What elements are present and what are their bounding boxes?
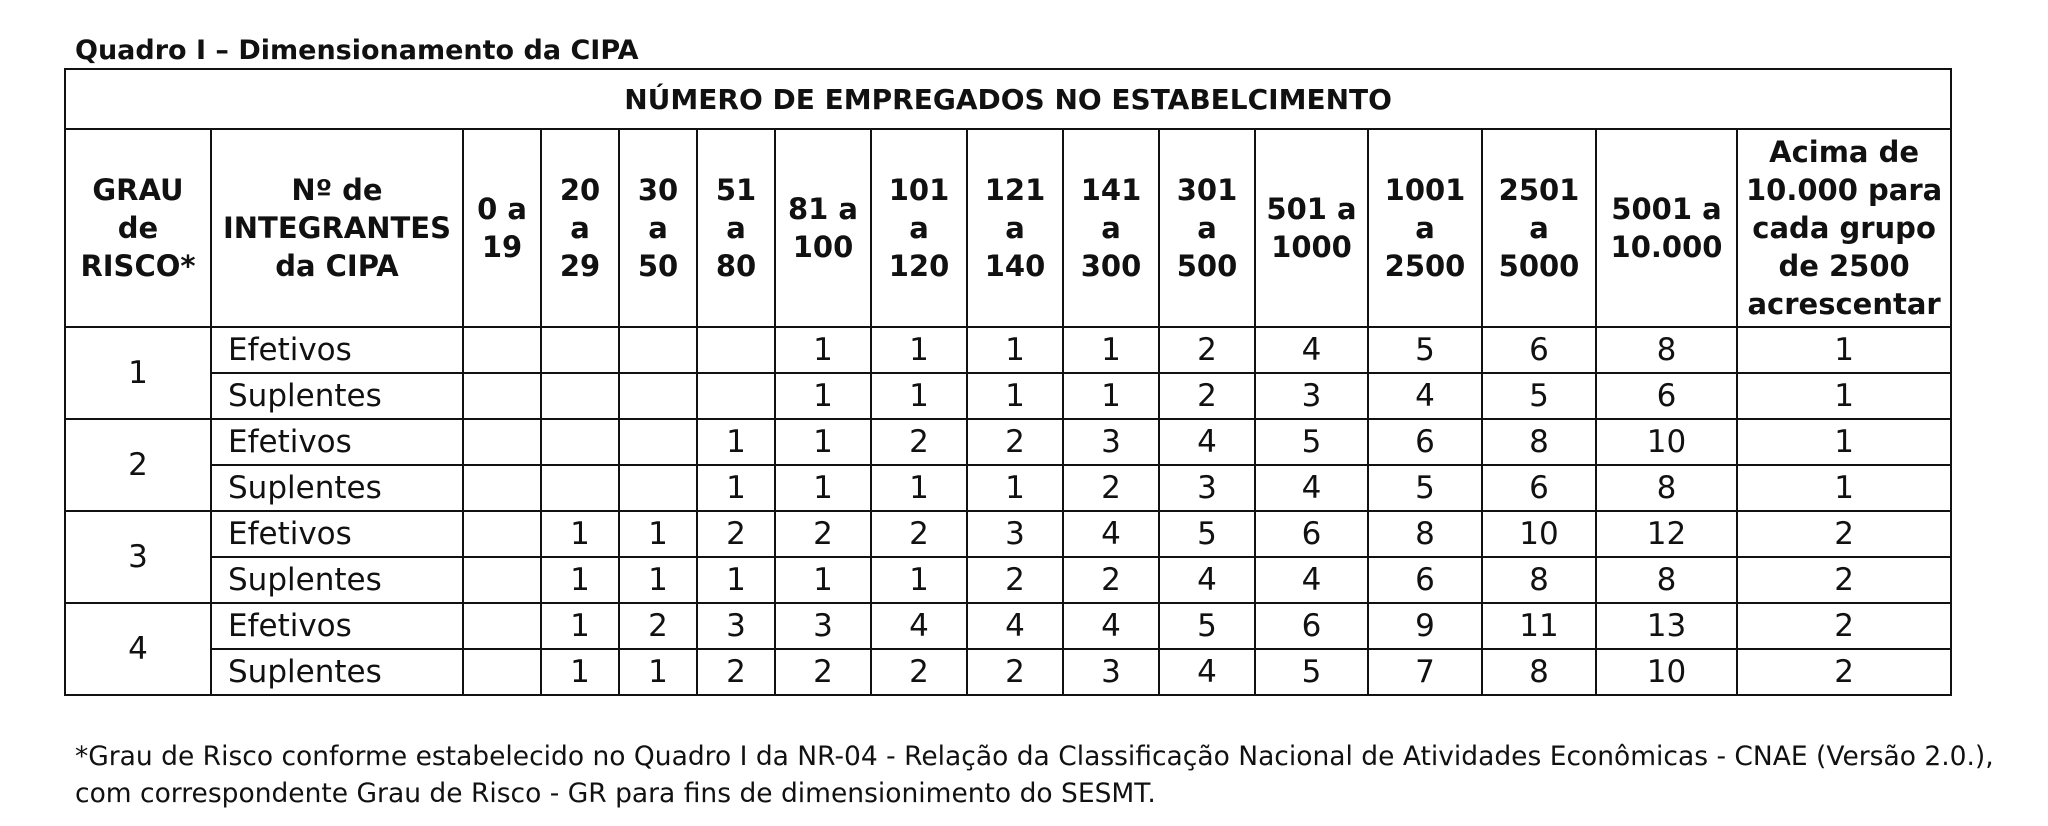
value-cell: 1 (619, 649, 697, 695)
value-cell: 5 (1368, 465, 1482, 511)
employee-range-header: 141 a 300 (1063, 129, 1159, 327)
member-role-cell: Efetivos (211, 327, 463, 373)
cipa-sizing-table (64, 68, 1952, 696)
value-cell: 3 (1255, 373, 1368, 419)
value-cell: 4 (1255, 465, 1368, 511)
employee-range-header: 2501 a 5000 (1482, 129, 1596, 327)
value-cell: 4 (1063, 603, 1159, 649)
member-role-cell: Efetivos (211, 419, 463, 465)
table-row (65, 373, 1951, 419)
value-cell: 2 (1737, 603, 1951, 649)
employee-range-header: 0 a 19 (463, 129, 541, 327)
value-cell: 2 (1063, 465, 1159, 511)
value-cell: 2 (967, 649, 1063, 695)
value-cell: 3 (1159, 465, 1255, 511)
value-cell: 2 (1737, 557, 1951, 603)
value-cell: 2 (1159, 327, 1255, 373)
table-title: Quadro I – Dimensionamento da CIPA (75, 35, 639, 66)
value-cell: 7 (1368, 649, 1482, 695)
value-cell: 1 (1737, 373, 1951, 419)
value-cell: 1 (871, 373, 967, 419)
value-cell: 2 (1737, 649, 1951, 695)
value-cell (619, 327, 697, 373)
value-cell: 9 (1368, 603, 1482, 649)
value-cell: 3 (1063, 649, 1159, 695)
risk-grade-cell: 2 (65, 419, 211, 511)
value-cell: 3 (967, 511, 1063, 557)
members-count-header: Nº de INTEGRANTES da CIPA (211, 129, 463, 327)
risk-grade-cell: 1 (65, 327, 211, 419)
value-cell (619, 419, 697, 465)
value-cell (541, 327, 619, 373)
value-cell: 10 (1596, 419, 1737, 465)
employee-range-header: 51 a 80 (697, 129, 775, 327)
value-cell (463, 557, 541, 603)
member-role-cell: Suplentes (211, 373, 463, 419)
value-cell: 2 (871, 511, 967, 557)
value-cell: 8 (1482, 419, 1596, 465)
value-cell: 2 (697, 649, 775, 695)
value-cell (541, 419, 619, 465)
value-cell (541, 373, 619, 419)
value-cell: 6 (1368, 557, 1482, 603)
employee-range-header: 121 a 140 (967, 129, 1063, 327)
value-cell: 5 (1255, 419, 1368, 465)
value-cell: 8 (1596, 327, 1737, 373)
value-cell: 3 (775, 603, 871, 649)
value-cell: 1 (1063, 327, 1159, 373)
value-cell: 11 (1482, 603, 1596, 649)
table-row (65, 649, 1951, 695)
employee-range-header: 81 a 100 (775, 129, 871, 327)
value-cell: 1 (775, 465, 871, 511)
value-cell: 1 (871, 327, 967, 373)
value-cell: 10 (1482, 511, 1596, 557)
value-cell: 2 (967, 419, 1063, 465)
employees-count-header: NÚMERO DE EMPREGADOS NO ESTABELCIMENTO (65, 69, 1951, 129)
value-cell: 6 (1482, 465, 1596, 511)
value-cell: 1 (541, 649, 619, 695)
value-cell: 1 (967, 373, 1063, 419)
employee-range-header: 101 a 120 (871, 129, 967, 327)
value-cell: 6 (1255, 511, 1368, 557)
value-cell (697, 327, 775, 373)
value-cell: 1 (1737, 419, 1951, 465)
value-cell: 1 (871, 465, 967, 511)
risk-grade-cell: 4 (65, 603, 211, 695)
table-row (65, 465, 1951, 511)
footnote: *Grau de Risco conforme estabelecido no Quadro I da NR-04 - Relação da Classificação Nacional de Atividades Econômicas - CNAE (Versão 2.0.), com correspondente Grau de Risco - GR para fins de dimensionimento do SESMT. (75, 741, 1994, 809)
value-cell (541, 465, 619, 511)
employee-range-header: 30 a 50 (619, 129, 697, 327)
value-cell: 4 (871, 603, 967, 649)
value-cell (463, 649, 541, 695)
employee-range-header: 5001 a 10.000 (1596, 129, 1737, 327)
employee-range-header: Acima de 10.000 para cada grupo de 2500 acrescentar (1737, 129, 1951, 327)
value-cell: 5 (1159, 603, 1255, 649)
value-cell: 6 (1255, 603, 1368, 649)
value-cell: 2 (967, 557, 1063, 603)
value-cell: 4 (1255, 557, 1368, 603)
employee-range-header: 1001 a 2500 (1368, 129, 1482, 327)
value-cell: 4 (1255, 327, 1368, 373)
value-cell: 2 (871, 419, 967, 465)
value-cell: 4 (967, 603, 1063, 649)
value-cell: 5 (1482, 373, 1596, 419)
value-cell: 3 (1063, 419, 1159, 465)
value-cell: 4 (1368, 373, 1482, 419)
employee-range-header: 20 a 29 (541, 129, 619, 327)
value-cell: 1 (967, 327, 1063, 373)
value-cell: 4 (1159, 557, 1255, 603)
value-cell: 5 (1159, 511, 1255, 557)
value-cell: 1 (775, 373, 871, 419)
risk-grade-cell: 3 (65, 511, 211, 603)
value-cell: 5 (1255, 649, 1368, 695)
value-cell (619, 465, 697, 511)
table-row (65, 511, 1951, 557)
value-cell: 1 (619, 557, 697, 603)
value-cell: 1 (1737, 327, 1951, 373)
value-cell: 2 (1063, 557, 1159, 603)
value-cell (619, 373, 697, 419)
value-cell: 4 (1063, 511, 1159, 557)
value-cell: 1 (775, 557, 871, 603)
value-cell: 1 (1063, 373, 1159, 419)
value-cell: 2 (1159, 373, 1255, 419)
member-role-cell: Suplentes (211, 557, 463, 603)
value-cell: 8 (1596, 557, 1737, 603)
value-cell (463, 373, 541, 419)
table-row (65, 603, 1951, 649)
value-cell: 12 (1596, 511, 1737, 557)
risk-grade-header: GRAU de RISCO* (65, 129, 211, 327)
member-role-cell: Suplentes (211, 465, 463, 511)
value-cell: 1 (697, 465, 775, 511)
value-cell: 1 (619, 511, 697, 557)
table-row (65, 557, 1951, 603)
value-cell: 2 (871, 649, 967, 695)
value-cell: 1 (697, 419, 775, 465)
value-cell: 1 (541, 557, 619, 603)
value-cell (463, 465, 541, 511)
value-cell: 13 (1596, 603, 1737, 649)
value-cell: 1 (541, 511, 619, 557)
value-cell: 2 (775, 511, 871, 557)
value-cell (463, 419, 541, 465)
value-cell: 8 (1482, 557, 1596, 603)
employee-range-header: 301 a 500 (1159, 129, 1255, 327)
value-cell: 5 (1368, 327, 1482, 373)
value-cell (463, 511, 541, 557)
value-cell: 1 (1737, 465, 1951, 511)
value-cell: 6 (1368, 419, 1482, 465)
value-cell: 8 (1482, 649, 1596, 695)
member-role-cell: Efetivos (211, 603, 463, 649)
value-cell: 1 (541, 603, 619, 649)
member-role-cell: Suplentes (211, 649, 463, 695)
employee-range-header: 501 a 1000 (1255, 129, 1368, 327)
value-cell: 10 (1596, 649, 1737, 695)
value-cell: 1 (871, 557, 967, 603)
value-cell (697, 373, 775, 419)
value-cell: 6 (1482, 327, 1596, 373)
value-cell: 1 (697, 557, 775, 603)
value-cell: 3 (697, 603, 775, 649)
value-cell: 1 (775, 327, 871, 373)
value-cell: 8 (1596, 465, 1737, 511)
value-cell: 2 (1737, 511, 1951, 557)
value-cell: 1 (967, 465, 1063, 511)
value-cell: 1 (775, 419, 871, 465)
table-row (65, 327, 1951, 373)
value-cell: 2 (619, 603, 697, 649)
value-cell: 2 (775, 649, 871, 695)
value-cell: 8 (1368, 511, 1482, 557)
value-cell: 4 (1159, 419, 1255, 465)
member-role-cell: Efetivos (211, 511, 463, 557)
value-cell (463, 603, 541, 649)
value-cell: 4 (1159, 649, 1255, 695)
value-cell (463, 327, 541, 373)
value-cell: 2 (697, 511, 775, 557)
value-cell: 6 (1596, 373, 1737, 419)
table-row (65, 419, 1951, 465)
